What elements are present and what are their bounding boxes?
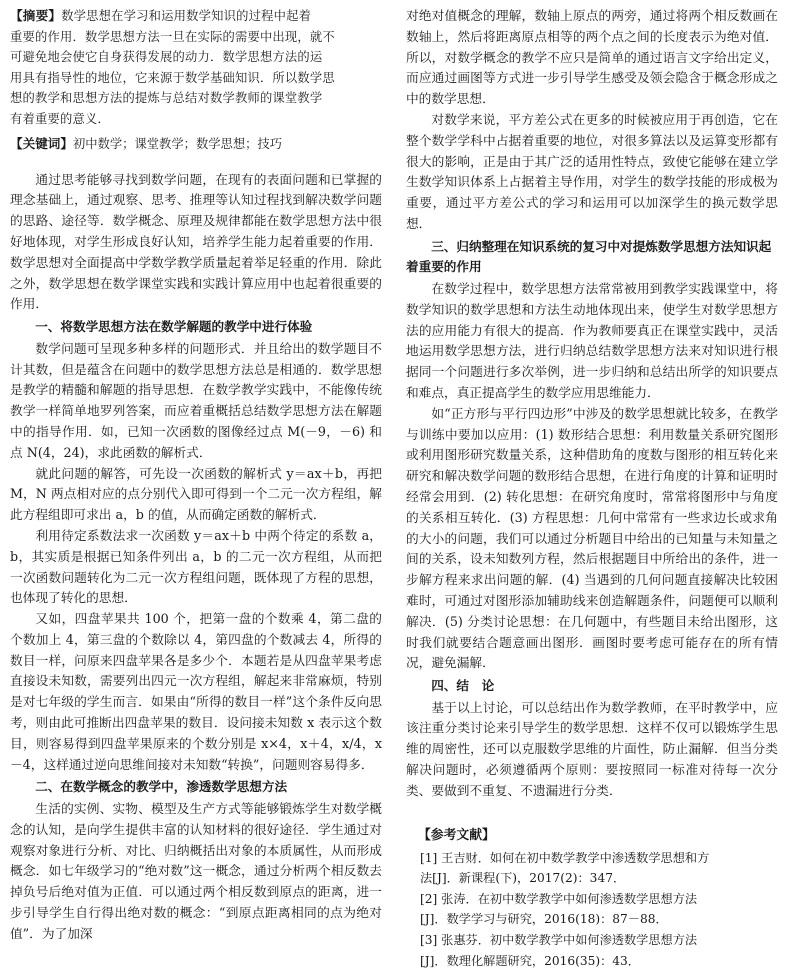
section-1-paragraph-2: 就此问题的解答，可先设一次函数的解析式 y＝ax＋b，再把 M，N 两点相对应的点分别代入即可得到一个二元一次方程组，解此方程组即可求出 a，b 的值，从而确定函数的解析式．: [10, 465, 382, 523]
left-column: [10, 6, 382, 945]
intro-paragraph: 通过思考能够寻找到数学问题，在现有的表面问题和已掌握的理念基础上，通过观察、思考、推理等认知过程找到解决数学问题的思路、途径等．数学概念、原理及规律都能在数学思想方法中很好地体现，对学生形成良好认知，培养学生能力起着重要的作用．数学思想对全面提高中学数学教学质量起着举足轻重的作用．除此之外，数学思想在数学课堂实践和实践计算应用中也起着很重要的作用．: [10, 171, 382, 312]
keywords-line: [10, 134, 382, 154]
right-column: [406, 6, 778, 971]
section-1-paragraph-1: 数学问题可呈现多种多样的问题形式．并且给出的数学题目不计其数，但是蕴含在问题中的数学思想方法总是相通的．数学思想是教学的精髓和解题的指导思想．在数学教学实践中，不能像传统教学一样简单地罗列答案，而应着重概括总结数学思想方法在解题中的指导作用．如，已知一次函数的图像经过点 M(－9，－6) 和点 N(4，24)，求此函数的解析式．: [10, 340, 382, 460]
references-block: [406, 826, 778, 971]
section-2-paragraph-2: 对数学来说，平方差公式在更多的时候被应用于再创造，它在整个数学学科中占据着重要的地位，对很多算法以及运算变形都有很大的影响，正是由于其广泛的适用性特点，致使它能够在建立学生数学知识体系上占据着主导作用，对学生的数学技能的形成极为重要，通过平方差公式的学习和运用可以加深学生的换元数学思想．: [406, 111, 778, 231]
abstract-label: 【摘要】: [10, 8, 62, 23]
section-2-paragraph-1: 生活的实例、实物、模型及生产方式等能够锻炼学生对数学概念的认知，是向学生提供丰富的认知材料的很好途径．学生通过对观察对象进行分析、对比、归纳概括出对象的本质属性，从而形成概念．如七年级学习的“绝对数”这一概念，通过分析两个相反数去掉负号后绝对值为正值．可以通过两个相反数到原点的距离，进一步引导学生自行得出绝对数的概念：“到原点距离相同的点为绝对值”．为了加深: [10, 801, 382, 941]
section-4-paragraph-1: 基于以上讨论，可以总结出作为数学教师，在平时教学中，应该注重分类讨论来引导学生的数学思想．这样不仅可以锻炼学生思维的周密性，还可以克服数学思维的片面性，防止漏解．但当分类解决问题时，必须遵循两个原则：要按照同一标准对待每一次分类、要做到不重复、不遗漏进行分类．: [406, 699, 778, 798]
abstract-line-2: 重要的作用．数学思想方法一旦在实际的需要中出现，就不: [10, 29, 335, 44]
section-3-paragraph-2: 如“正方形与平行四边形”中涉及的数学思想就比较多，在教学与训练中要加以应用：(1) 数形结合思想：利用数量关系研究图形或利用图形研究数量关系，这种借助角的度数与图形的相互转化来研究和解决数学问题的数形结合思想，在进行角度的计算和证明时经常会用到．(2) 转化思想：在研究角度时，常常将图形中与角度的关系相互转化．(3) 方程思想：几何中常常有一些求边长或求角的大小的问题，我们可以通过分析题目中给出的已知量与未知量之间的关系，设未知数列方程，然后根据题目中所给出的条件，进一步解方程来求出问题的解．(4) 当遇到的几何问题直接解决比较困难时，可通过对图形添加辅助线来创造解题条件，问题便可以顺利解决．(5) 分类讨论思想：在几何题中，有些题目未给出图形，这时我们就要结合题意画出图形．画图时要考虑可能存在的所有情况，避免漏解．: [406, 405, 778, 671]
section-3-paragraph-1: 在数学过程中，数学思想方法常常被用到教学实践课堂中，将数学知识的数学思想和方法生动地体现出来，使学生对数学思想方法的应用能力有很大的提高．作为教师要真正在课堂实践中，灵活地运用数学思想方法，进行归纳总结数学思想方法来对知识进行根据同一个问题进行多次举例，进一步归纳和总结出所学的知识要点和难点，真正提高学生的数学应用思维能力．: [406, 280, 778, 400]
section-1-heading: 一、将数学思想方法在数学解题的教学中进行体验: [35, 319, 313, 335]
abstract-line-5: 想的教学和思想方法的提炼与总结对数学教师的课堂教学: [10, 91, 323, 106]
abstract-line-1: 【摘要】数学思想在学习和运用数学知识的过程中起着: [10, 8, 312, 23]
reference-1: [1] 王吉财．如何在初中数学教学中渗透数学思想和方 法[J]．新课程(下)，2017(2)：347．: [420, 850, 710, 886]
abstract-block: [10, 6, 382, 130]
section-4-heading: 四、结 论: [431, 678, 495, 694]
keywords-label: 【关键词】: [10, 135, 73, 151]
section-2-heading: 二、在数学概念的教学中，渗透数学思想方法: [35, 779, 288, 795]
abstract-line-6: 有着重要的意义．: [10, 111, 110, 126]
section-1-paragraph-3: 利用待定系数法求一次函数 y＝ax＋b 中两个待定的系数 a，b，其实质是根据已知条件列出 a，b 的二元一次方程组，从而把一次函数问题转化为二元一次方程组问题，既体现了方程的思想，也体现了转化的思想．: [10, 527, 382, 606]
references-title: 【参考文献】: [418, 827, 495, 843]
keywords-text: 初中数学；课堂教学；数学思想；技巧: [72, 136, 283, 151]
abstract-line-3: 可避免地会使它自身获得发展的动力．数学思想方法的运: [10, 50, 323, 65]
abstract-line-4: 用具有指导性的地位，它来源于数学基础知识．所以数学思: [10, 70, 335, 85]
section-1-paragraph-4: 又如，四盘苹果共 100 个，把第一盘的个数乘 4，第二盘的个数加上 4，第三盘的个数除以 4，第四盘的个数减去 4，所得的数目一样，问原来四盘苹果各是多少个．本题若是从四盘苹果考虑直接设未知数，需要列出四元一次方程组，解起来非常麻烦，特别是对七年级的学生而言．如果由“所得的数目一样”这个条件反向思考，则由此可推断出四盘苹果的数目．设问接未知数 x 表示这个数目，则容易得到四盘苹果原来的个数分别是 x×4，x＋4，x/4，x－4，这样通过逆向思维间接对未知数“转换”，问题则容易得多．: [10, 611, 382, 772]
section-2-continued-paragraph: 对绝对值概念的理解，数轴上原点的两旁，通过将两个相反数画在数轴上，然后将距离原点相等的两个点之间的长度表示为绝对值．所以，对数学概念的教学不应只是简单的通过语言文字给出定义，而应通过画图等方式进一步引导学生感受及领会隐含于概念形成之中的数学思想．: [406, 8, 778, 107]
reference-3: [3] 张惠芬．初中数学教学中如何渗透数学思想方法 [J]．数理化解题研究，2016(35)：43．: [420, 933, 698, 968]
reference-2: [2] 张涛．在初中数学教学中如何渗透数学思想方法 [J]．数学学习与研究，2016(18)：87－88．: [420, 891, 698, 927]
section-3-heading: 三、归纳整理在知识系统的复习中对提炼数学思想方法知识起着重要的作用: [406, 238, 772, 275]
